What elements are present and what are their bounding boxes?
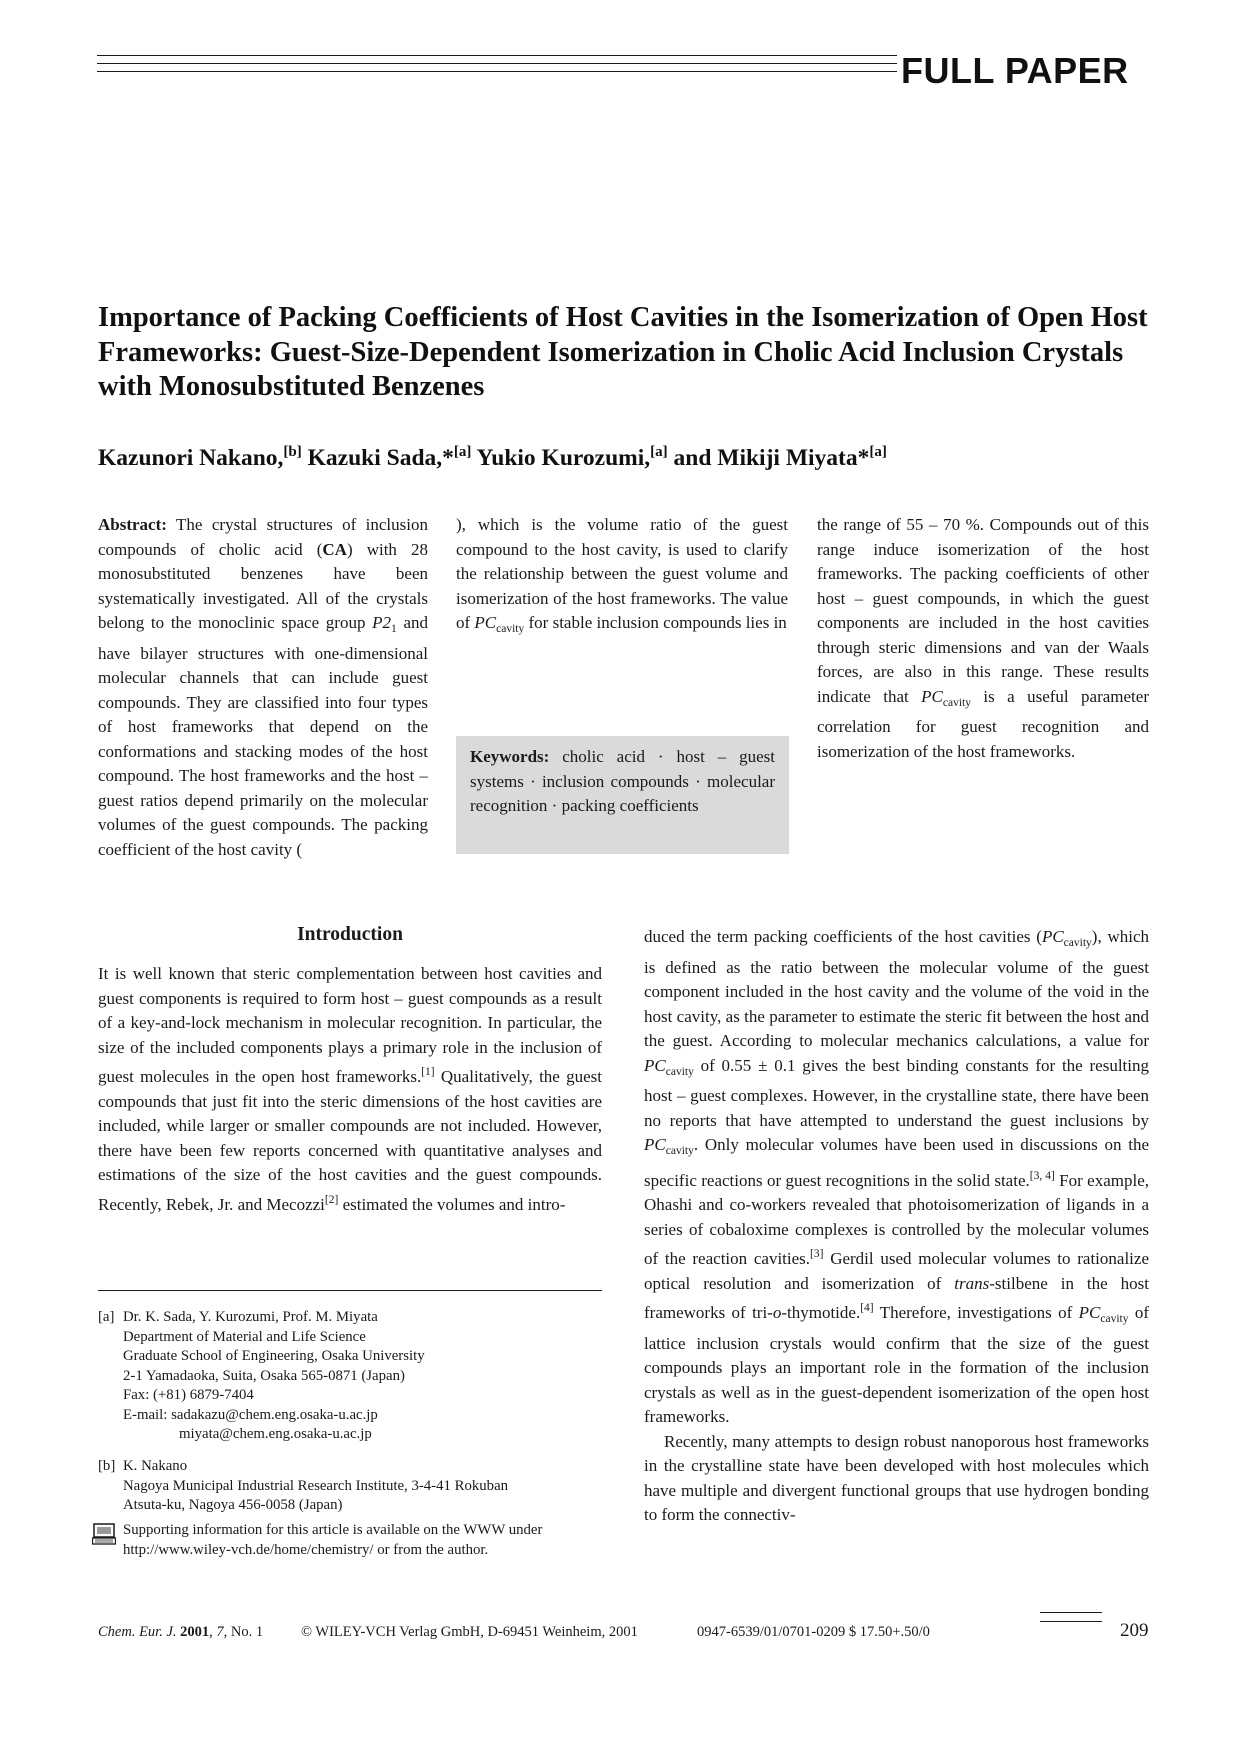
footnote-line: Department of Material and Life Science (123, 1328, 366, 1345)
footnote-line: K. Nakano (123, 1458, 188, 1474)
abstract-label: Abstract: (98, 515, 167, 534)
keywords-label: Keywords: (470, 747, 550, 766)
abstract-text: The crystal structures of inclusion compounds of cholic acid ( (98, 515, 428, 559)
abstract-text: ), which is the volume ratio of the guest compound to the host cavity, is used to clarify the relationship between the guest volume and isomerization of the host frameworks. The value of (456, 515, 788, 632)
pc-subscript: cavity (1063, 937, 1092, 949)
footnote-affiliation-b (98, 1457, 618, 1516)
body-text: of 0.55 ± 0.1 gives the best binding constants for the resulting host – guest complexes. However, in the crystalline state, there have been no reports that have attempted to understand the guest inclusions by (644, 1055, 1149, 1130)
italic-term: o (772, 1303, 782, 1322)
pc-symbol: PC (644, 1135, 666, 1154)
footnote-line: Graduate School of Engineering, Osaka University (123, 1348, 425, 1364)
issn: 0947-6539/01/0701-0209 $ 17.50+.50/0 (697, 1624, 930, 1640)
journal-name: Chem. Eur. J. (98, 1624, 177, 1640)
pc-symbol: PC (1041, 927, 1064, 946)
footnote-line: Atsuta-ku, Nagoya 456-0058 (Japan) (123, 1497, 343, 1513)
keywords-box (456, 736, 789, 854)
footnote-line: Supporting information for this article is available on the WWW under (123, 1522, 543, 1538)
body-text: . Only molecular volumes have been used in discussions on the specific reactions or guest recognitions in the solid state. (644, 1135, 1149, 1190)
compound-label: CA (322, 539, 347, 559)
space-group-subscript: 1 (391, 623, 397, 635)
italic-term: trans (954, 1273, 990, 1293)
author-affiliation: [a] (453, 444, 472, 460)
pc-subscript: cavity (496, 623, 525, 635)
body-text: estimated the volumes and intro- (338, 1194, 566, 1214)
footnote-line: 2-1 Yamadaoka, Suita, Osaka 565-0871 (Japan) (123, 1367, 405, 1384)
article-title: Importance of Packing Coefficients of Host Cavities in the Isomerization of Open Host Frameworks: Guest-Size-Dependent Isomerization in Cholic Acid Inclusion Crystals with Monosubstituted Benzenes (98, 302, 1148, 402)
abstract-column-1 (98, 513, 428, 862)
citation: [1] (421, 1066, 435, 1078)
author-name: Kazunori Nakano, (98, 445, 284, 471)
footnote-tag: [b] (98, 1458, 116, 1474)
pc-symbol: PC (644, 1055, 666, 1075)
journal-issue: , No. 1 (223, 1624, 264, 1640)
author-name: Yukio Kurozumi, (476, 445, 651, 471)
body-text: duced the term packing coefficients of the host cavities ( (644, 927, 1042, 946)
support-url[interactable]: http://www.wiley-vch.de/home/chemistry/ or from the author. (123, 1541, 489, 1558)
abstract-text: and have bilayer structures with one-dimensional molecular channels that can include guest compounds. They are classified into four types of host frameworks that depend on the conformations and stacking modes of the host compound. The host frameworks and the host – guest ratios depend primarily on the molecular volumes of the guest compounds. The packing coefficient of the host cavity ( (98, 613, 428, 859)
author-list (98, 437, 1158, 473)
abstract-text: the range of 55 – 70 %. Compounds out of this range induce isomerization of the host frameworks. The packing coefficients of other host – guest compounds, in which the guest components are included in the host cavities through steric dimensions and van der Waals forces, are also in this range. These results indicate that (817, 515, 1149, 706)
abstract-text: is a useful parameter correlation for guest recognition and isomerization of the host frameworks. (817, 686, 1149, 761)
page-number: 209 (1120, 1620, 1149, 1641)
author-affiliation: [a] (650, 444, 668, 460)
body-text: For example, Ohashi and co-workers revealed that photoisomerization of ligands in a series of cobaloxime complexes is controlled by the molecular volumes of the reaction cavities. (644, 1170, 1149, 1268)
journal-volume: 7 (216, 1624, 224, 1640)
author-affiliation: [b] (283, 444, 302, 460)
body-text: Qualitatively, the guest compounds that just fit into the steric dimensions of the host cavities are included, while larger or smaller compounds are not included. However, there have been few reports concerned with quantitative analyses and estimations of the size of the host cavities and the guest compounds. Recently, Rebek, Jr. and Mecozzi (98, 1067, 602, 1214)
email-line[interactable]: miyata@chem.eng.osaka-u.ac.jp (179, 1426, 372, 1442)
page-number-rule (1040, 1612, 1102, 1630)
author-affiliation: [a] (869, 444, 887, 460)
body-text: ), which is defined as the ratio between the molecular volume of the guest component included in the host cavity and the volume of the void in the host cavity, as the parameter to estimate the steric fit between the host and the guest. According to molecular mechanics calculations, a value for (644, 927, 1149, 1050)
pc-subscript: cavity (665, 1145, 694, 1157)
body-text: It is well known that steric complementation between host cavities and guest components is required to form host – guest compounds as a result of a key-and-lock mechanism in molecular recognition. In particular, the size of the included components plays a primary role in the inclusion of guest molecules in the open host frameworks. (98, 964, 602, 1086)
pc-symbol: PC (1078, 1303, 1101, 1322)
pc-subscript: cavity (1100, 1313, 1129, 1325)
footnote-line: Nagoya Municipal Industrial Research Institute, 3-4-41 Rokuban (123, 1477, 509, 1494)
intro-column-right (644, 925, 1149, 1528)
header-rule (97, 55, 897, 79)
pc-symbol: PC (474, 613, 497, 632)
journal-year: 2001 (180, 1624, 210, 1640)
section-heading: Introduction (297, 924, 403, 945)
journal-citation: Chem. Eur. J. 2001, 7, No. 1 (98, 1624, 264, 1640)
body-text: Gerdil used molecular volumes to rationalize optical resolution and isomerization of (644, 1249, 1149, 1293)
body-text: -thymotide. (781, 1303, 861, 1322)
space-group: P2 (372, 613, 392, 632)
abstract-text: for stable inclusion compounds lies in (524, 613, 787, 632)
abstract-text: ) with 28 monosubstituted benzenes have been systematically investigated. All of the crystals belong to the monoclinic space group (98, 539, 428, 632)
pc-subscript: cavity (942, 696, 971, 709)
pc-subscript: cavity (665, 1065, 694, 1078)
section-label: FULL PAPER (901, 50, 1129, 91)
footnote-tag: [a] (98, 1309, 115, 1325)
computer-icon (92, 1523, 116, 1552)
footnote-line: Dr. K. Sada, Y. Kurozumi, Prof. M. Miyata (123, 1309, 378, 1325)
footnote-supporting-info (98, 1521, 618, 1560)
footnote-line: Fax: (+81) 6879-7404 (123, 1387, 254, 1403)
citation: [3, 4] (1029, 1169, 1055, 1182)
keywords-text: cholic acid · host – guest systems · inclusion compounds · molecular recognition · packing coefficients (470, 747, 775, 815)
pc-symbol: PC (921, 686, 943, 706)
body-text: of lattice inclusion crystals would confirm that the size of the guest compounds plays an important role in the formation of the inclusion crystals as well as in the guest-dependent isomerization of the open host frameworks. (644, 1303, 1149, 1426)
footnote-affiliation-a (98, 1308, 618, 1445)
citation: [4] (860, 1302, 874, 1314)
body-text: -stilbene in the host frameworks of tri- (644, 1273, 1149, 1322)
abstract-column-3 (817, 513, 1149, 764)
body-text: Recently, many attempts to design robust nanoporous host frameworks in the crystalline state have been developed with host molecules which have multiple and divergent functional groups that use hydrogen bonding to form the connectiv- (644, 1431, 1149, 1524)
author-name: and Mikiji Miyata* (673, 445, 870, 471)
footnote-rule (98, 1290, 602, 1291)
body-text: Therefore, investigations of (873, 1303, 1079, 1322)
copyright: © WILEY-VCH Verlag GmbH, D-69451 Weinheim, 2001 (301, 1624, 638, 1640)
citation: [3] (810, 1248, 824, 1260)
email-line[interactable]: E-mail: sadakazu@chem.eng.osaka-u.ac.jp (123, 1406, 378, 1423)
abstract-column-2 (456, 513, 788, 642)
intro-column-left (98, 962, 602, 1217)
citation: [2] (324, 1193, 339, 1206)
author-name: Kazuki Sada,* (307, 445, 454, 471)
